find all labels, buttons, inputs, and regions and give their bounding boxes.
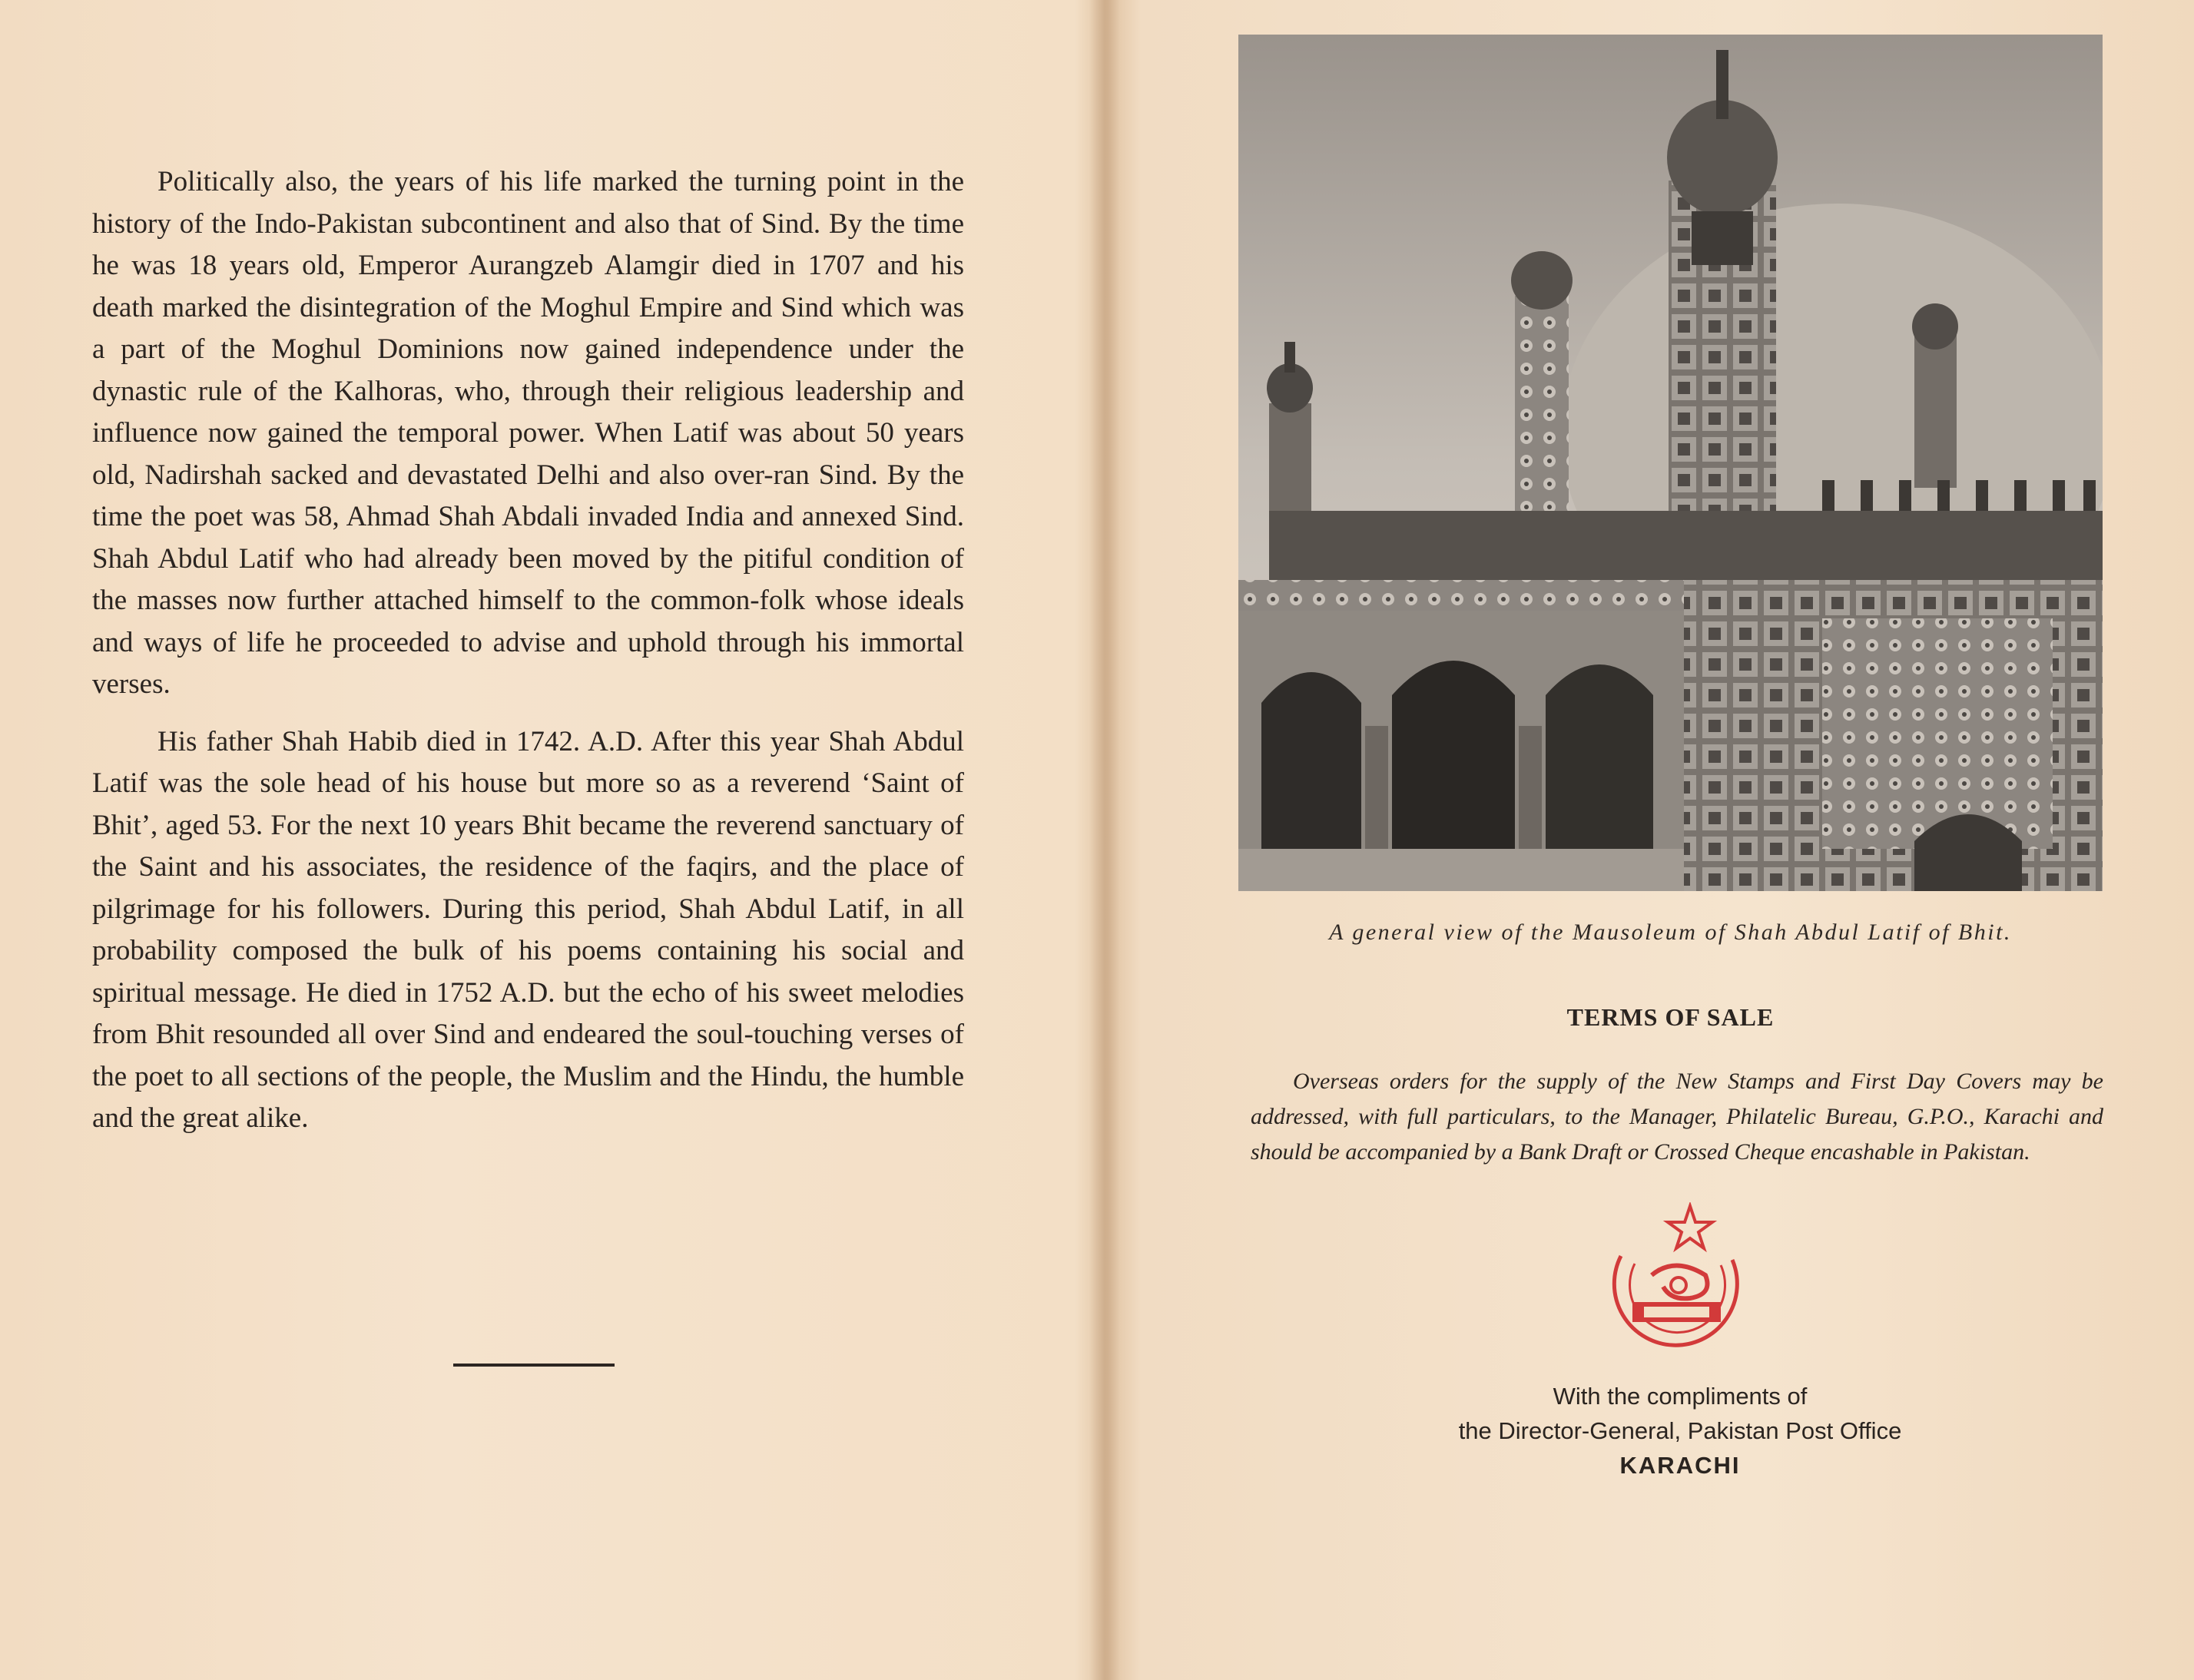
page-fold (1089, 0, 1120, 1680)
director-general-line: the Director-General, Pakistan Post Office (1458, 1417, 1902, 1444)
mausoleum-illustration (1238, 35, 2103, 891)
compliments-line: With the compliments of (1553, 1383, 1808, 1410)
mausoleum-photo (1238, 35, 2103, 891)
terms-of-sale-text: Overseas orders for the supply of the New Stamps and First Day Covers may be addressed, with full particulars, to the Manager, Philatelic Bureau, G.P.O., Karachi and should be accompanied by a Bank Draft or Crossed Cheque encashable in Pakistan. (1251, 1069, 2103, 1165)
photo-caption: A general view of the Mausoleum of Shah Abdul Latif of Bhit. (1329, 920, 2012, 945)
paragraph-saint-of-bhit: His father Shah Habib died in 1742. A.D. After this year Shah Abdul Latif was the sole head of his house but more so as a reverend ‘Saint of Bhit’, aged 53. For the next 10 years Bhit became the reverend sanctuary of the Saint and his associates, the residence of the faqirs, and the place of pilgrimage for his followers. During this period, Shah Abdul Latif, in all probability composed the bulk of his poems containing his social and spiritual message. He died in 1752 A.D. but the echo of his sweet melodies from Bhit resounded all over Sind and endeared the soul-touching verses of the poet to all sections of the people, the Muslim and the Hindu, the humble and the great alike. (92, 725, 964, 1134)
terms-of-sale-heading: TERMS OF SALE (1566, 1003, 1775, 1031)
left-page (92, 161, 964, 1155)
crescent-star-posthorn-icon (1598, 1202, 1752, 1364)
section-divider-rule (453, 1364, 615, 1367)
city-name: KARACHI (1619, 1452, 1741, 1479)
pakistan-post-emblem (1598, 1202, 1752, 1364)
paragraph-political-history: Politically also, the years of his life marked the turning point in the history of the Indo-Pakistan subcontinent and also that of Sind. By the time he was 18 years old, Emperor Aurangzeb Alamgir died in 1707 and his death marked the disintegration of the Moghul Empire and Sind which was a part of the Moghul Dominions now gained independence under the dynastic rule of the Kalhoras, who, through their religious leadership and influence now gained the temporal power. When Latif was about 50 years old, Nadirshah sacked and devastated Delhi and also over-ran Sind. By the time the poet was 58, Ahmad Shah Abdali invaded India and annexed Sind. Shah Abdul Latif who had already been moved by the pitiful condition of the masses now further attached himself to the common-folk whose ideals and ways of life he proceeded to advise and uphold through his immortal verses. (92, 166, 964, 700)
compliments-block (1315, 1379, 2045, 1483)
